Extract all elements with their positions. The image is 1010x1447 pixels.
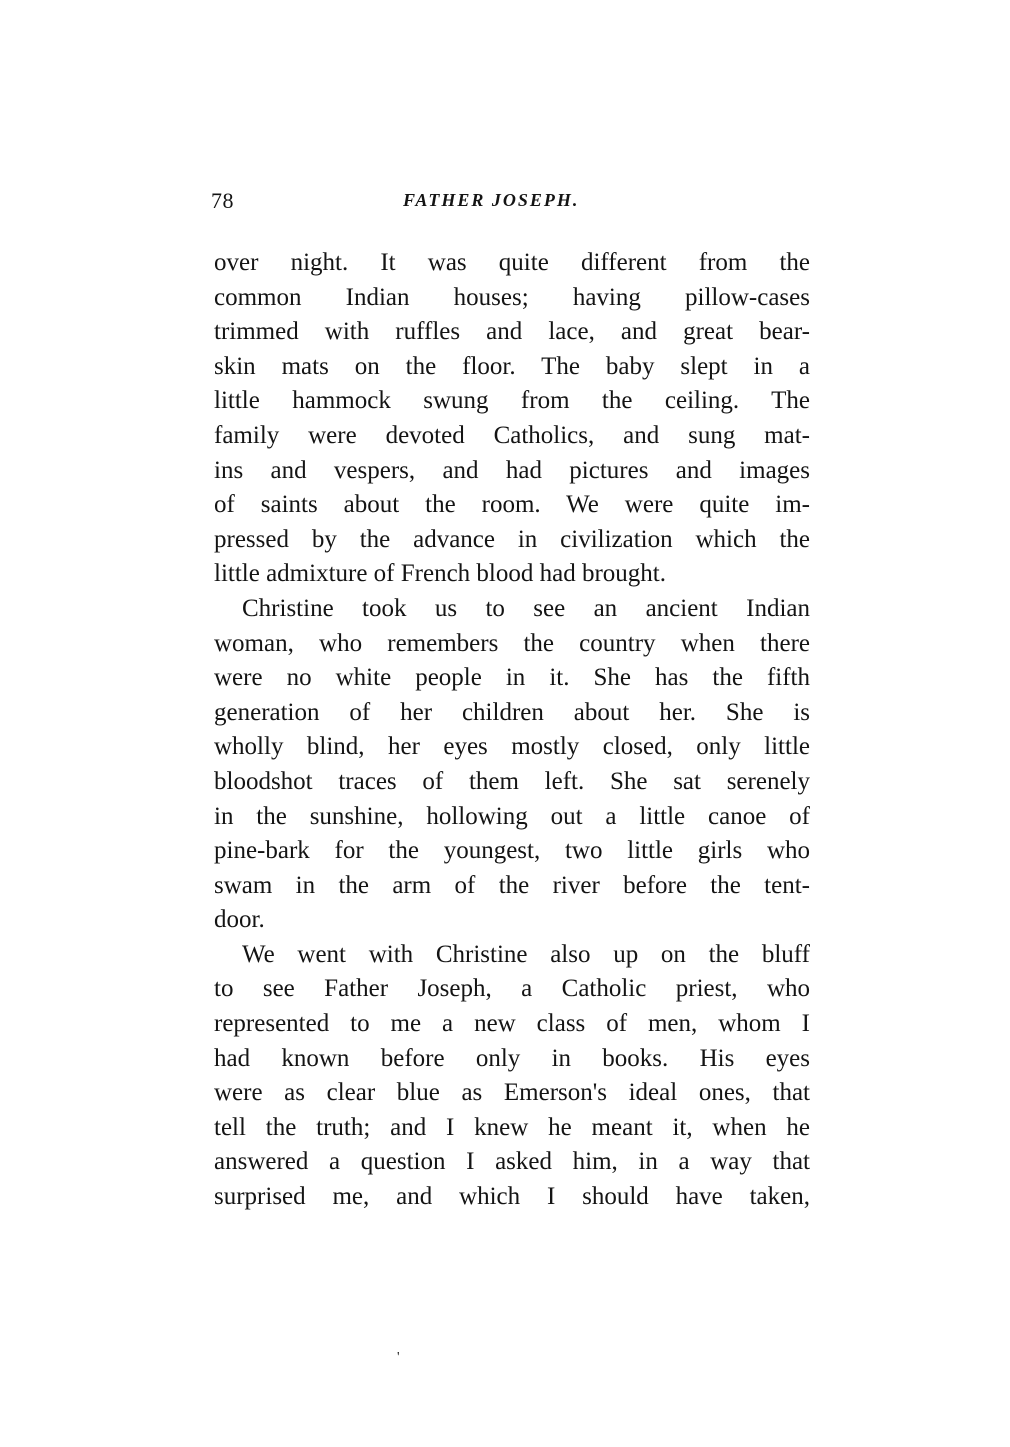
text-line: Christine took us to see an ancient Indian (242, 594, 810, 622)
text-line: tell the truth; and I knew he meant it, when he (214, 1113, 810, 1141)
text-line: little hammock swung from the ceiling. The (214, 387, 810, 415)
body-text (214, 246, 810, 1215)
text-line: answered a question I asked him, in a way that (214, 1148, 810, 1176)
text-line: were no white people in it. She has the fifth (214, 664, 810, 692)
text-line: represented to me a new class of men, whom I (214, 1010, 810, 1038)
text-line: had known before only in books. His eyes (214, 1044, 810, 1072)
text-line: generation of her children about her. She is (214, 698, 810, 726)
text-line: over night. It was quite different from the (214, 249, 810, 276)
text-line: pine-bark for the youngest, two little girls who (214, 837, 810, 865)
text-line: wholly blind, her eyes mostly closed, only little (214, 733, 810, 761)
footer-mark: ' (397, 1350, 400, 1365)
text-line: common Indian houses; having pillow-cases (214, 283, 810, 311)
text-line: were as clear blue as Emerson's ideal ones, that (214, 1079, 810, 1107)
text-line: little admixture of French blood had brought. (214, 560, 666, 588)
text-line: surprised me, and which I should have taken, (214, 1183, 810, 1211)
text-line: woman, who remembers the country when there (214, 629, 810, 657)
running-head (211, 188, 811, 216)
text-line: ins and vespers, and had pictures and images (214, 456, 810, 484)
page-number: 78 (211, 188, 234, 213)
text-line: swam in the arm of the river before the tent- (214, 871, 810, 899)
text-line: trimmed with ruffles and lace, and great bear- (214, 318, 810, 346)
text-line: of saints about the room. We were quite im- (214, 491, 810, 519)
text-line: door. (214, 906, 265, 934)
text-line: family were devoted Catholics, and sung mat- (214, 421, 810, 449)
text-line: bloodshot traces of them left. She sat serenely (214, 767, 810, 795)
text-line: We went with Christine also up on the bluff (242, 940, 810, 968)
running-title: FATHER JOSEPH. (403, 190, 580, 210)
text-line: in the sunshine, hollowing out a little canoe of (214, 802, 810, 830)
text-line: to see Father Joseph, a Catholic priest, who (214, 975, 810, 1003)
text-line: skin mats on the floor. The baby slept in a (214, 352, 810, 380)
text-line: pressed by the advance in civilization which the (214, 525, 810, 553)
